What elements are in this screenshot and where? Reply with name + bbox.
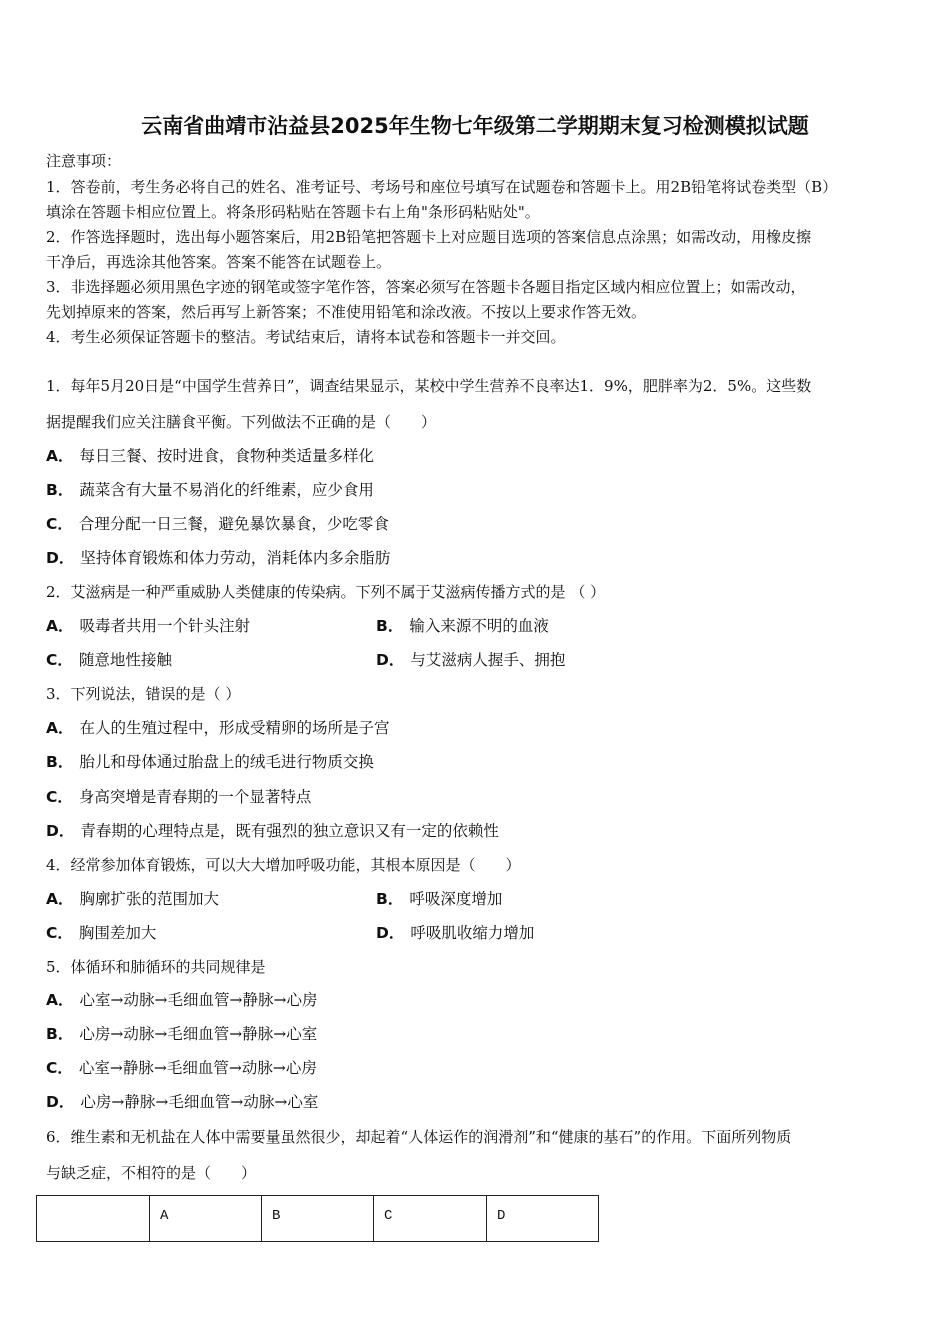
question-stem: 5．体循环和肺循环的共同规律是 <box>46 958 266 976</box>
option-a: A． 吸毒者共用一个针头注射 <box>46 617 251 635</box>
question-stem: 6．维生素和无机盐在人体中需要量虽然很少，却起着“人体运作的润滑剂”和“健康的基石”的作用。下面所列物质 <box>46 1128 792 1146</box>
option-a: A． 心室→动脉→毛细血管→静脉→心房 <box>46 991 318 1009</box>
notice-line: 2．作答选择题时，选出每小题答案后，用2B铅笔把答题卡上对应题目选项的答案信息点涂黑；如需改动，用橡皮擦 <box>46 228 812 246</box>
question-stem: 2．艾滋病是一种严重威胁人类健康的传染病。下列不属于艾滋病传播方式的是 （ ） <box>46 583 606 601</box>
option-a: A． 每日三餐、按时进食，食物种类适量多样化 <box>46 447 375 465</box>
notice-line: 4．考生必须保证答题卡的整洁。考试结束后，请将本试卷和答题卡一并交回。 <box>46 328 566 346</box>
question-stem: 据提醒我们应关注膳食平衡。下列做法不正确的是（ ） <box>46 413 437 431</box>
page-title: 云南省曲靖市沾益县2025年生物七年级第二学期期末复习检测模拟试题 <box>141 114 809 138</box>
table-cell: D <box>487 1196 599 1242</box>
table-cell <box>37 1196 150 1242</box>
option-c: C． 合理分配一日三餐，避免暴饮暴食，少吃零食 <box>46 515 389 533</box>
question-stem: 1．每年5月20日是“中国学生营养日”，调查结果显示，某校中学生营养不良率达1．9%，肥胖率为2．5%。这些数 <box>46 377 812 395</box>
notice-line: 3．非选择题必须用黑色字迹的钢笔或签字笔作答，答案必须写在答题卡各题目指定区域内相应位置上；如需改动， <box>46 278 806 296</box>
option-a: A． 胸廓扩张的范围加大 <box>46 890 220 908</box>
notice-heading: 注意事项： <box>46 152 122 170</box>
option-b: B． 输入来源不明的血液 <box>376 617 549 635</box>
table-cell: A <box>150 1196 262 1242</box>
question-stem: 与缺乏症，不相符的是（ ） <box>46 1164 257 1182</box>
table-row <box>37 1196 599 1242</box>
option-b: B． 胎儿和母体通过胎盘上的绒毛进行物质交换 <box>46 753 374 771</box>
notice-line: 先划掉原来的答案，然后再写上新答案；不准使用铅笔和涂改液。不按以上要求作答无效。 <box>46 303 647 321</box>
option-c: C． 心室→静脉→毛细血管→动脉→心房 <box>46 1059 317 1077</box>
option-c: C． 身高突增是青春期的一个显著特点 <box>46 788 312 806</box>
deficiency-table <box>36 1195 599 1242</box>
option-a: A． 在人的生殖过程中，形成受精卵的场所是子宫 <box>46 719 390 737</box>
option-d: D． 坚持体育锻炼和体力劳动，消耗体内多余脂肪 <box>46 549 391 567</box>
option-b: B． 蔬菜含有大量不易消化的纤维素，应少食用 <box>46 481 374 499</box>
option-d: D． 心房→静脉→毛细血管→动脉→心室 <box>46 1093 319 1111</box>
table-cell: C <box>374 1196 487 1242</box>
notice-line: 干净后，再选涂其他答案。答案不能答在试题卷上。 <box>46 253 392 271</box>
option-b: B． 心房→动脉→毛细血管→静脉→心室 <box>46 1025 318 1043</box>
option-c: C． 随意地性接触 <box>46 651 172 669</box>
question-stem: 3．下列说法，错误的是（ ） <box>46 685 241 703</box>
option-b: B． 呼吸深度增加 <box>376 890 503 908</box>
option-c: C． 胸围差加大 <box>46 924 157 942</box>
notice-line: 1．答卷前，考生务必将自己的姓名、准考证号、考场号和座位号填写在试题卷和答题卡上。用2B铅笔将试卷类型（B） <box>46 178 838 196</box>
option-d: D． 青春期的心理特点是，既有强烈的独立意识又有一定的依赖性 <box>46 822 499 840</box>
question-stem: 4．经常参加体育锻炼，可以大大增加呼吸功能，其根本原因是（ ） <box>46 856 521 874</box>
table-cell: B <box>262 1196 374 1242</box>
notice-line: 填涂在答题卡相应位置上。将条形码粘贴在答题卡右上角"条形码粘贴处"。 <box>46 203 540 221</box>
option-d: D． 呼吸肌收缩力增加 <box>376 924 535 942</box>
option-d: D． 与艾滋病人握手、拥抱 <box>376 651 566 669</box>
